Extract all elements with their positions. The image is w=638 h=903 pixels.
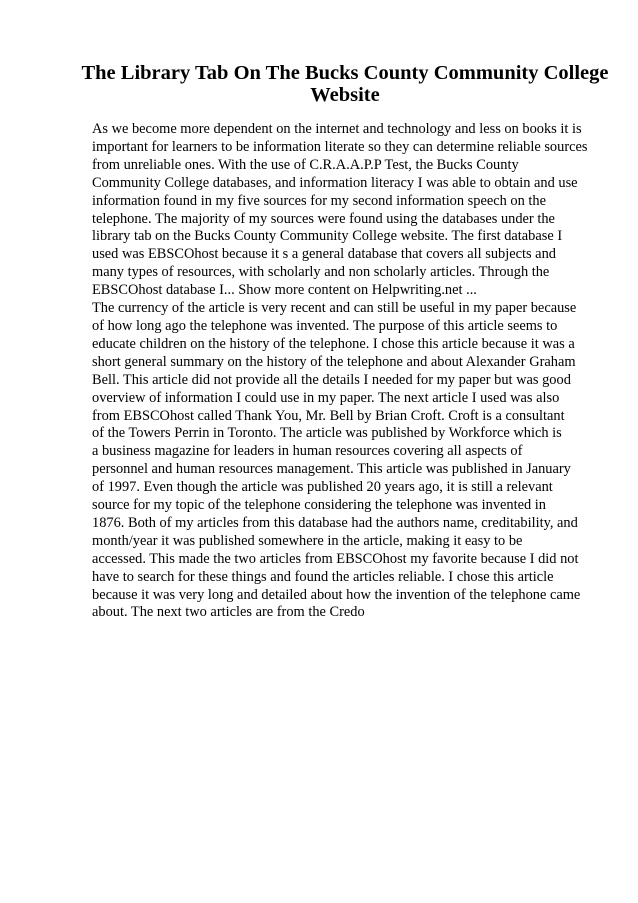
body-text-line: As we become more dependent on the internet and technology and less on books it is <box>92 121 582 137</box>
document-title <box>80 62 610 106</box>
body-text-line: library tab on the Bucks County Community College website. The first database I <box>92 228 563 245</box>
body-text-line: from unreliable ones. With the use of C.R.A.A.P.P Test, the Bucks County <box>92 156 519 173</box>
body-text-line: many types of resources, with scholarly and non scholarly articles. Through the <box>92 264 550 281</box>
body-text-line: short general summary on the history of the telephone and about Alexander Graham <box>92 353 576 370</box>
body-text-line: used was EBSCOhost because it s a general database that covers all subjects and <box>92 246 556 263</box>
body-text-line: of how long ago the telephone was invented. The purpose of this article seems to <box>92 317 558 334</box>
document-body <box>92 121 588 622</box>
body-text-line: of 1997. Even though the article was published 20 years ago, it is still a relevant <box>92 479 553 496</box>
body-text-line: personnel and human resources management. This article was published in January <box>92 461 571 478</box>
body-text-line: Community College databases, and information literacy I was able to obtain and use <box>92 174 578 191</box>
body-text-line: about. The next two articles are from the Credo <box>92 604 365 621</box>
body-text-line: information found in my five sources for my second information speech on the <box>92 192 546 209</box>
body-text-line: telephone. The majority of my sources were found using the databases under the <box>92 210 555 227</box>
body-text-line: Bell. This article did not provide all the details I needed for my paper but was good <box>92 371 571 388</box>
body-text-line: overview of information I could use in my paper. The next article I used was also <box>92 389 560 406</box>
body-text-line: a business magazine for leaders in human resources covering all aspects of <box>92 443 523 460</box>
body-text-line: educate children on the history of the telephone. I chose this article because it was a <box>92 335 575 352</box>
body-text-line: of the Towers Perrin in Toronto. The article was published by Workforce which is <box>92 425 562 442</box>
body-text-line: source for my topic of the telephone considering the telephone was invented in <box>92 497 546 514</box>
body-text-line: from EBSCOhost called Thank You, Mr. Bell by Brian Croft. Croft is a consultant <box>92 407 565 424</box>
title-line-2: Website <box>310 84 380 106</box>
title-line-1: The Library Tab On The Bucks County Community College <box>81 62 609 84</box>
body-text-line: because it was very long and detailed about how the invention of the telephone came <box>92 586 581 603</box>
body-text-line: have to search for these things and found the articles reliable. I chose this article <box>92 568 554 585</box>
body-text-line: The currency of the article is very recent and can still be useful in my paper because <box>92 300 577 317</box>
body-text-line: accessed. This made the two articles from EBSCOhost my favorite because I did not <box>92 550 579 567</box>
body-text-line: month/year it was published somewhere in the article, making it easy to be <box>92 532 523 549</box>
body-text-line: 1876. Both of my articles from this database had the authors name, creditability, and <box>92 514 578 531</box>
body-text-line: EBSCOhost database I... Show more content on Helpwriting.net ... <box>92 282 477 299</box>
body-text-line: important for learners to be information literate so they can determine reliable sources <box>92 138 588 155</box>
